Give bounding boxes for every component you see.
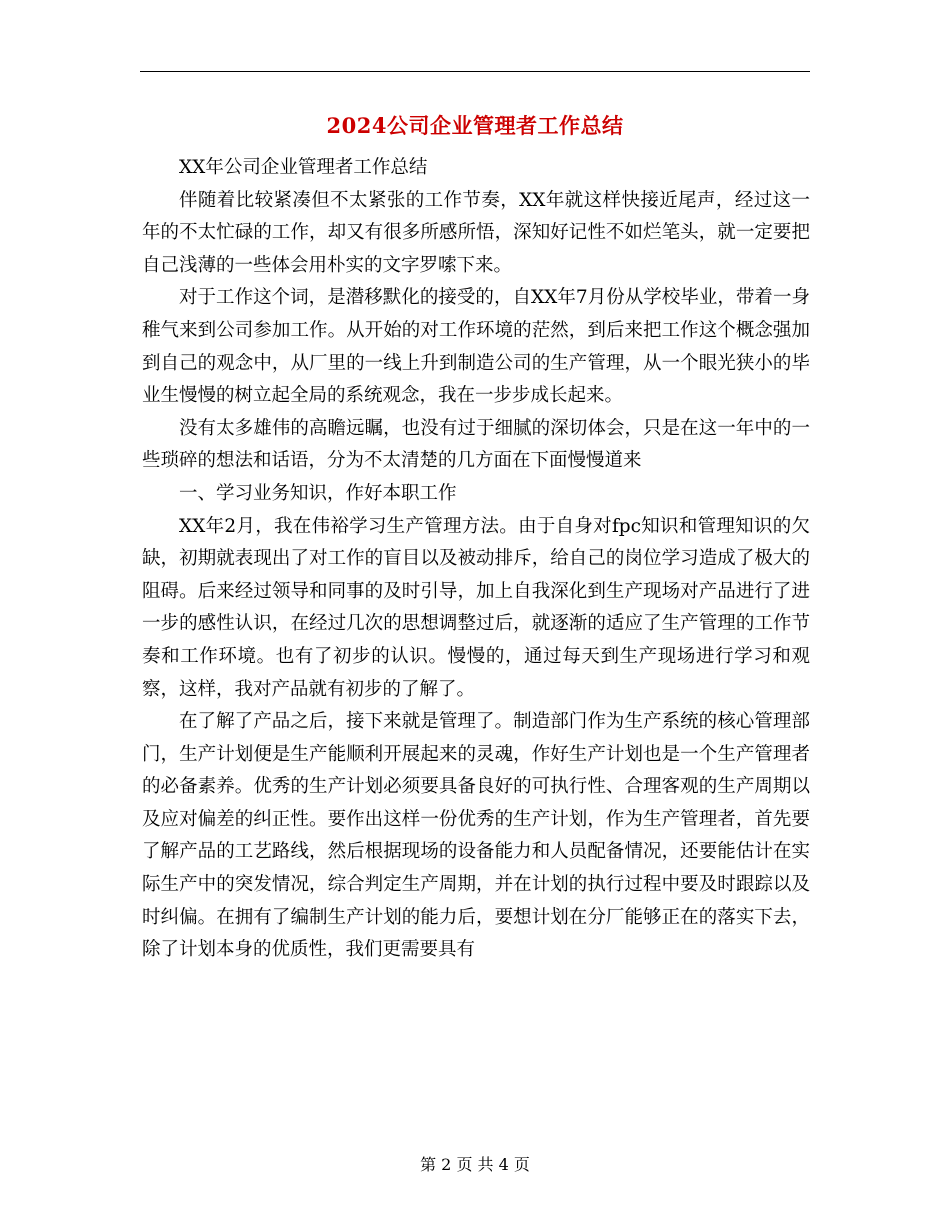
document-title: 2024公司企业管理者工作总结 xyxy=(326,113,624,138)
paragraph-learning: XX年2月，我在伟裕学习生产管理方法。由于自身对fpc知识和管理知识的欠缺，初期就表现出了对工作的盲目以及被动排斥，给自己的岗位学习造成了极大的阻碍。后来经过领导和同事的及时引导，加上自我深化到生产现场对产品进行了进一步的感性认识，在经过几次的思想调整过后，就逐渐的适应了生产管理的工作节奏和工作环境。也有了初步的认识。慢慢的，通过每天到生产现场进行学习和观察，这样，我对产品就有初步的了解了。 xyxy=(142,515,810,700)
paragraph-intro: 伴随着比较紧凑但不太紧张的工作节奏，XX年就这样快接近尾声，经过这一年的不太忙碌的工作，却又有很多所感所悟，深知好记性不如烂笔头，就一定要把自己浅薄的一些体会用朴实的文字罗嗦下来。 xyxy=(142,189,810,276)
header-rule xyxy=(140,71,810,72)
document-body xyxy=(142,152,810,967)
paragraph-overview: 没有太多雄伟的高瞻远瞩，也没有过于细腻的深切体会，只是在这一年中的一些琐碎的想法和话语，分为不太清楚的几方面在下面慢慢道来 xyxy=(142,417,810,472)
page-footer: 第 2 页 共 4 页 xyxy=(420,1155,530,1174)
paragraph-work-concept: 对于工作这个词，是潜移默化的接受的，自XX年7月份从学校毕业，带着一身稚气来到公司参加工作。从开始的对工作环境的茫然，到后来把工作这个概念强加到自己的观念中，从厂里的一线上升到制造公司的生产管理，从一个眼光狭小的毕业生慢慢的树立起全局的系统观念，我在一步步成长起来。 xyxy=(142,287,810,407)
paragraph-planning: 在了解了产品之后，接下来就是管理了。制造部门作为生产系统的核心管理部门，生产计划便是生产能顺利开展起来的灵魂，作好生产计划也是一个生产管理者的必备素养。优秀的生产计划必须要具备良好的可执行性、合理客观的生产周期以及应对偏差的纠正性。要作出这样一份优秀的生产计划，作为生产管理者，首先要了解产品的工艺路线，然后根据现场的设备能力和人员配备情况，还要能估计在实际生产中的突发情况，综合判定生产周期，并在计划的执行过程中要及时跟踪以及时纠偏。在拥有了编制生产计划的能力后，要想计划在分厂能够正在的落实下去，除了计划本身的优质性，我们更需要具有 xyxy=(142,711,810,961)
section-heading-1: 一、学习业务知识，作好本职工作 xyxy=(179,482,457,504)
paragraph-subtitle: XX年公司企业管理者工作总结 xyxy=(179,157,428,178)
